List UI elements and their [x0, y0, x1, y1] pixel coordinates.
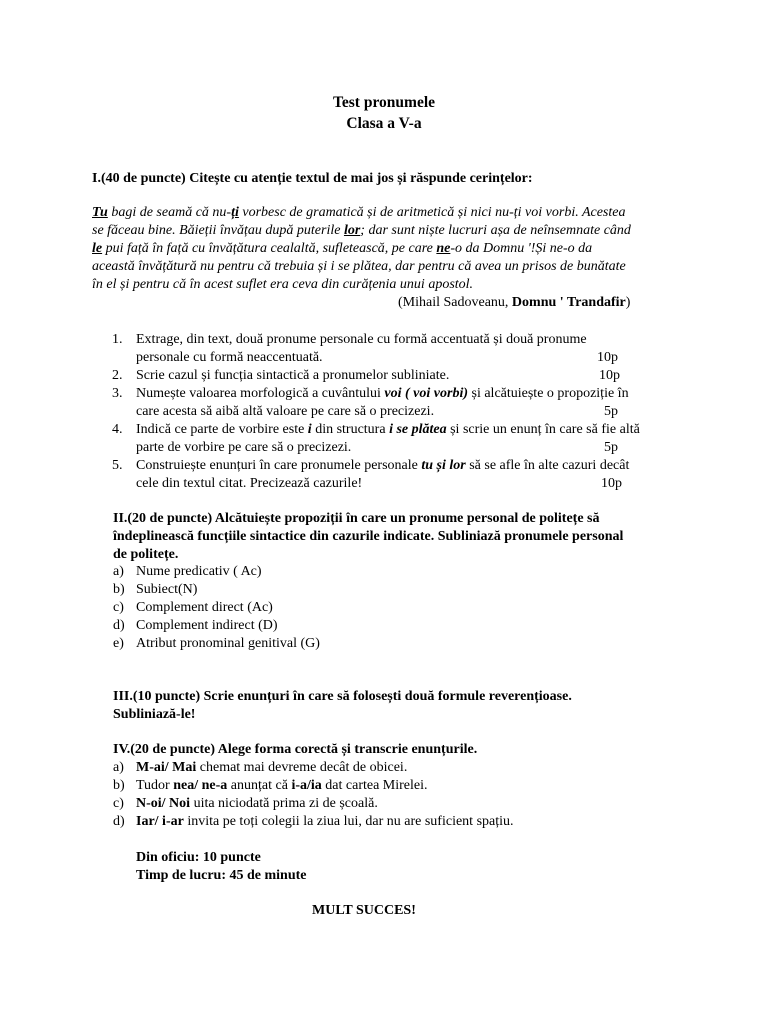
list-item: Subiect(N)	[136, 582, 198, 597]
task-4-points: 5p	[604, 440, 618, 455]
passage-line-1: Tu bagi de seamă că nu-ți vorbesc de gramatică și de aritmetică și nici nu-ți voi vorbi. Acestea	[92, 205, 626, 220]
section-4-heading: IV.(20 de puncte) Alege forma corectă și transcrie enunțurile.	[113, 742, 478, 757]
list-letter: d)	[113, 618, 125, 633]
list-item: Complement indirect (D)	[136, 618, 278, 633]
section-3-heading-line-2: Subliniază-le!	[113, 707, 196, 722]
page-title: Test pronumele	[332, 94, 436, 111]
list-letter: d)	[113, 814, 125, 829]
section-2-heading-line-3: de politețe.	[113, 547, 179, 562]
passage-line-5: în el și pentru că în acest suflet era ceva din curățenia unui apostol.	[92, 277, 474, 292]
underlined-pronoun: ne	[436, 241, 451, 256]
task-5-points: 10p	[601, 476, 622, 491]
task-4-line-2: parte de vorbire pe care să o precizezi.	[136, 440, 352, 455]
list-item: N-oi/ Noi uita niciodată prima zi de școală.	[136, 796, 378, 811]
task-2-line-1: Scrie cazul și funcția sintactică a pronumelor subliniate.	[136, 368, 450, 383]
task-3-line-1: Numește valoarea morfologică a cuvântului voi ( voi vorbi) și alcătuiește o propoziție în	[136, 386, 629, 401]
task-number: 1.	[112, 332, 123, 347]
section-2-heading-line-2: îndeplinească funcțiile sintactice din cazurile indicate. Subliniază pronumele personal	[113, 529, 624, 544]
list-letter: e)	[113, 636, 124, 651]
list-item: Iar/ i-ar invita pe toți colegii la ziua lui, dar nu are suficient spațiu.	[136, 814, 514, 829]
task-1-line-2: personale cu formă neaccentuată.	[136, 350, 323, 365]
list-item: M-ai/ Mai chemat mai devreme decât de obicei.	[136, 760, 408, 775]
list-item: Nume predicativ ( Ac)	[136, 564, 262, 579]
list-letter: c)	[113, 600, 124, 615]
task-number: 5.	[112, 458, 123, 473]
underlined-pronoun: ți	[231, 205, 239, 220]
task-number: 4.	[112, 422, 123, 437]
passage-line-2: se făceau bine. Băieții învățau după puterile lor; dar sunt niște lucruri așa de neînsemnate când	[92, 223, 631, 238]
list-letter: a)	[113, 564, 124, 579]
underlined-pronoun: Tu	[92, 205, 108, 220]
task-1-line-1: Extrage, din text, două pronume personale cu formă accentuată și două pronume	[136, 332, 587, 347]
section-3-heading-line-1: III.(10 puncte) Scrie enunțuri în care să folosești două formule reverențioase.	[113, 689, 572, 704]
list-letter: c)	[113, 796, 124, 811]
passage-line-4: această învățătură nu pentru că trebuia și i se plătea, dar pentru că avea un prisos de bunătate	[92, 259, 626, 274]
task-3-line-2: care acesta să aibă altă valoare pe care să o precizezi.	[136, 404, 435, 419]
section-1-heading: I.(40 de puncte) Citește cu atenție textul de mai jos și răspunde cerințelor:	[92, 171, 533, 186]
section-2-heading-line-1: II.(20 de puncte) Alcătuiește propoziții în care un pronume personal de politețe să	[113, 511, 600, 526]
list-letter: a)	[113, 760, 124, 775]
list-item: Atribut pronominal genitival (G)	[136, 636, 320, 651]
underlined-pronoun: le	[92, 241, 103, 256]
task-4-line-1: Indică ce parte de vorbire este i din structura i se plătea și scrie un enunț în care să fie altă	[136, 422, 640, 437]
task-number: 2.	[112, 368, 123, 383]
list-letter: b)	[113, 778, 125, 793]
list-item: Tudor nea/ ne-a anunțat că i-a/ia dat cartea Mirelei.	[136, 778, 428, 793]
page-subtitle: Clasa a V-a	[346, 115, 422, 132]
passage-source: (Mihail Sadoveanu, Domnu ' Trandafir)	[398, 295, 631, 310]
task-5-line-2: cele din textul citat. Precizează cazurile!	[136, 476, 363, 491]
task-3-points: 5p	[604, 404, 618, 419]
list-item: Complement direct (Ac)	[136, 600, 273, 615]
task-2-points: 10p	[599, 368, 620, 383]
task-number: 3.	[112, 386, 123, 401]
time-limit: Timp de lucru: 45 de minute	[136, 868, 307, 883]
underlined-pronoun: lor	[343, 223, 361, 238]
task-1-points: 10p	[597, 350, 618, 365]
good-luck-message: MULT SUCCES!	[312, 903, 416, 918]
passage-line-3: le pui față în față cu învățătura cealaltă, sufletească, pe care ne-o da Domnu '!Și ne-o da	[92, 241, 593, 256]
task-5-line-1: Construiește enunțuri în care pronumele personale tu și lor să se afle în alte cazuri decât	[136, 458, 630, 473]
list-letter: b)	[113, 582, 125, 597]
oficiu-points: Din oficiu: 10 puncte	[136, 850, 261, 865]
